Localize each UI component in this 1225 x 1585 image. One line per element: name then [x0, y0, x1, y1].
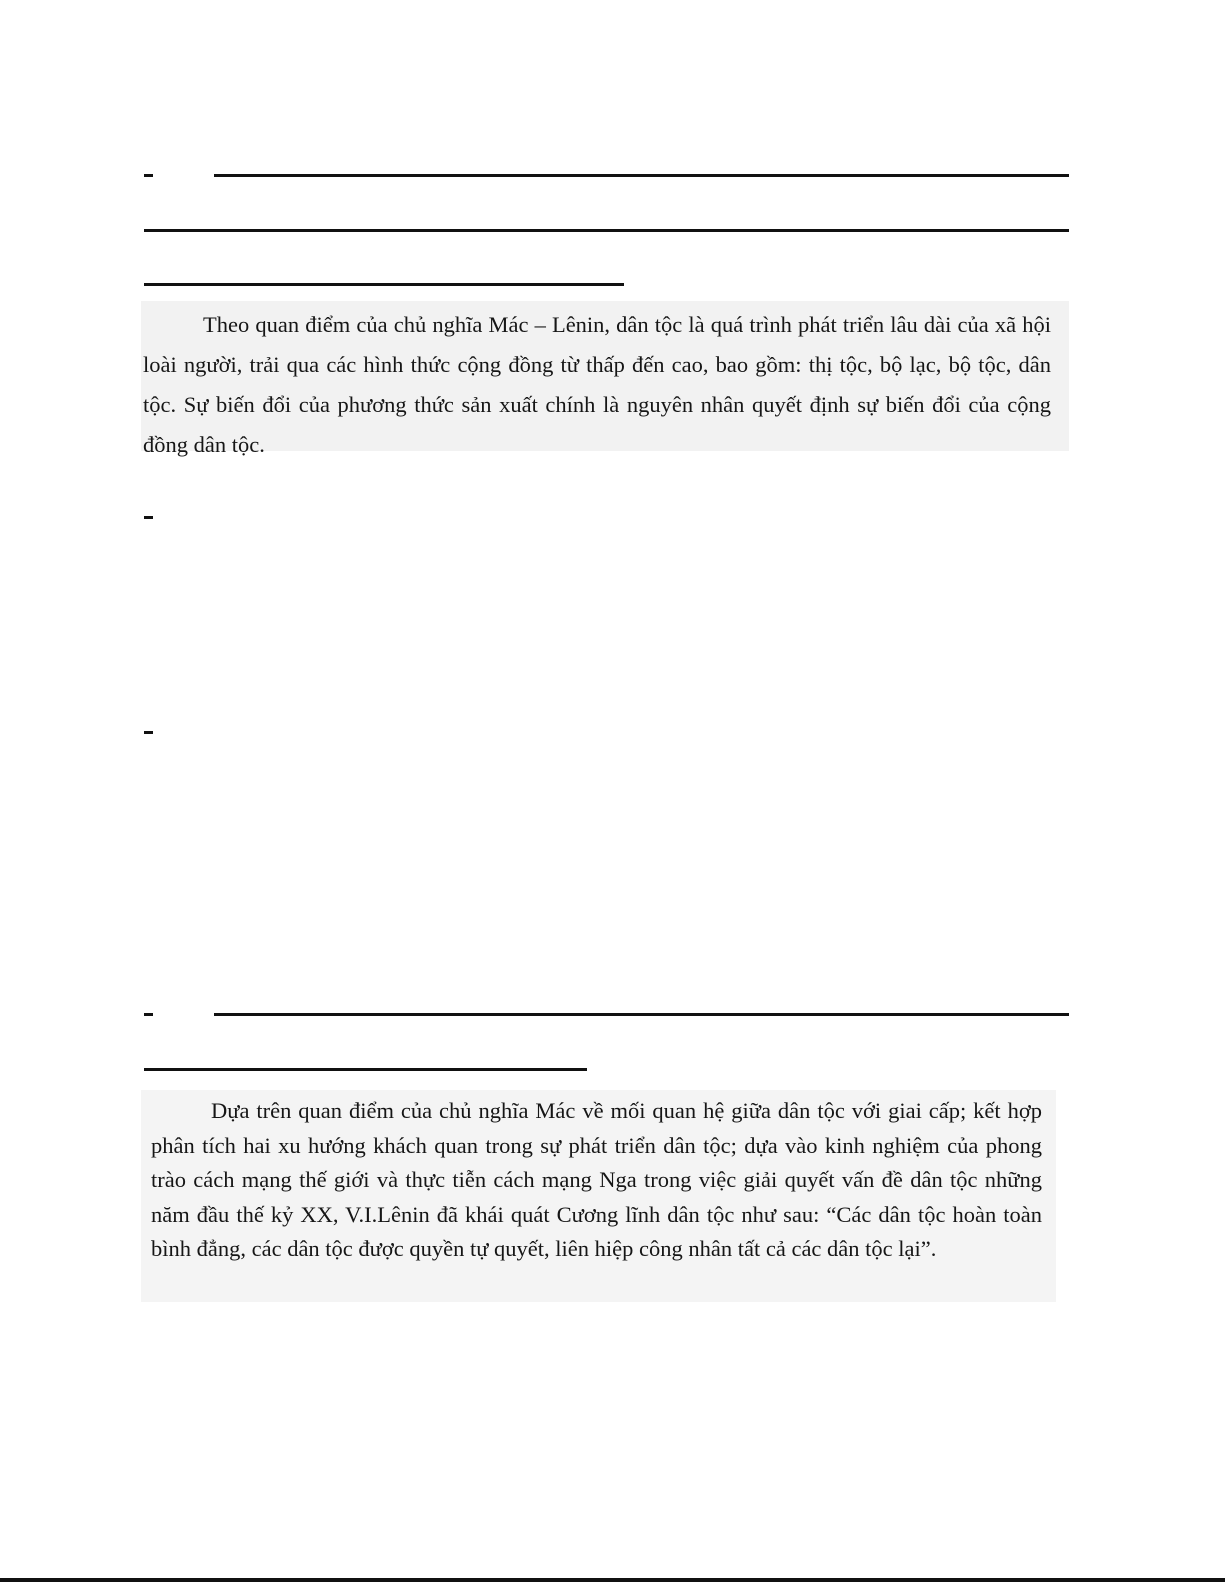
paragraph-dan-toc-definition: Theo quan điểm của chủ nghĩa Mác – Lênin, dân tộc là quá trình phát triển lâu dài của xã hội loài người, trải qua các hình thức cộng đồng từ thấp đến cao, bao gồm: thị tộc, bộ lạc, bộ tộc, dân tộc. Sự biến đổi của phương thức sản xuất chính là nguyên nhân quyết định sự biến đổi của cộng đồng dân tộc.: [143, 312, 1051, 457]
paragraph-block-4: [141, 1090, 1056, 1302]
heading-underline-1a: [214, 174, 1069, 177]
page-bottom-border: [0, 1578, 1225, 1582]
bullet-dash-4: [144, 1013, 153, 1016]
heading-underline-1c: [144, 283, 624, 286]
bullet-dash-1: [144, 174, 153, 177]
heading-underline-1b: [144, 229, 1069, 232]
heading-underline-4a: [214, 1013, 1069, 1016]
bullet-dash-2: [144, 516, 153, 519]
bullet-dash-3: [144, 731, 153, 734]
paragraph-cuong-linh-dan-toc: Dựa trên quan điểm của chủ nghĩa Mác về mối quan hệ giữa dân tộc với giai cấp; kết hợp phân tích hai xu hướng khách quan trong sự phát triển dân tộc; dựa vào kinh nghiệm của phong trào cách mạng thế giới và thực tiễn cách mạng Nga trong việc giải quyết vấn đề dân tộc những năm đầu thế kỷ XX, V.I.Lênin đã khái quát Cương lĩnh dân tộc như sau: “Các dân tộc hoàn toàn bình đẳng, các dân tộc được quyền tự quyết, liên hiệp công nhân tất cả các dân tộc lại”.: [151, 1098, 1042, 1261]
heading-underline-4b: [144, 1068, 587, 1071]
paragraph-block-1: [141, 301, 1069, 457]
